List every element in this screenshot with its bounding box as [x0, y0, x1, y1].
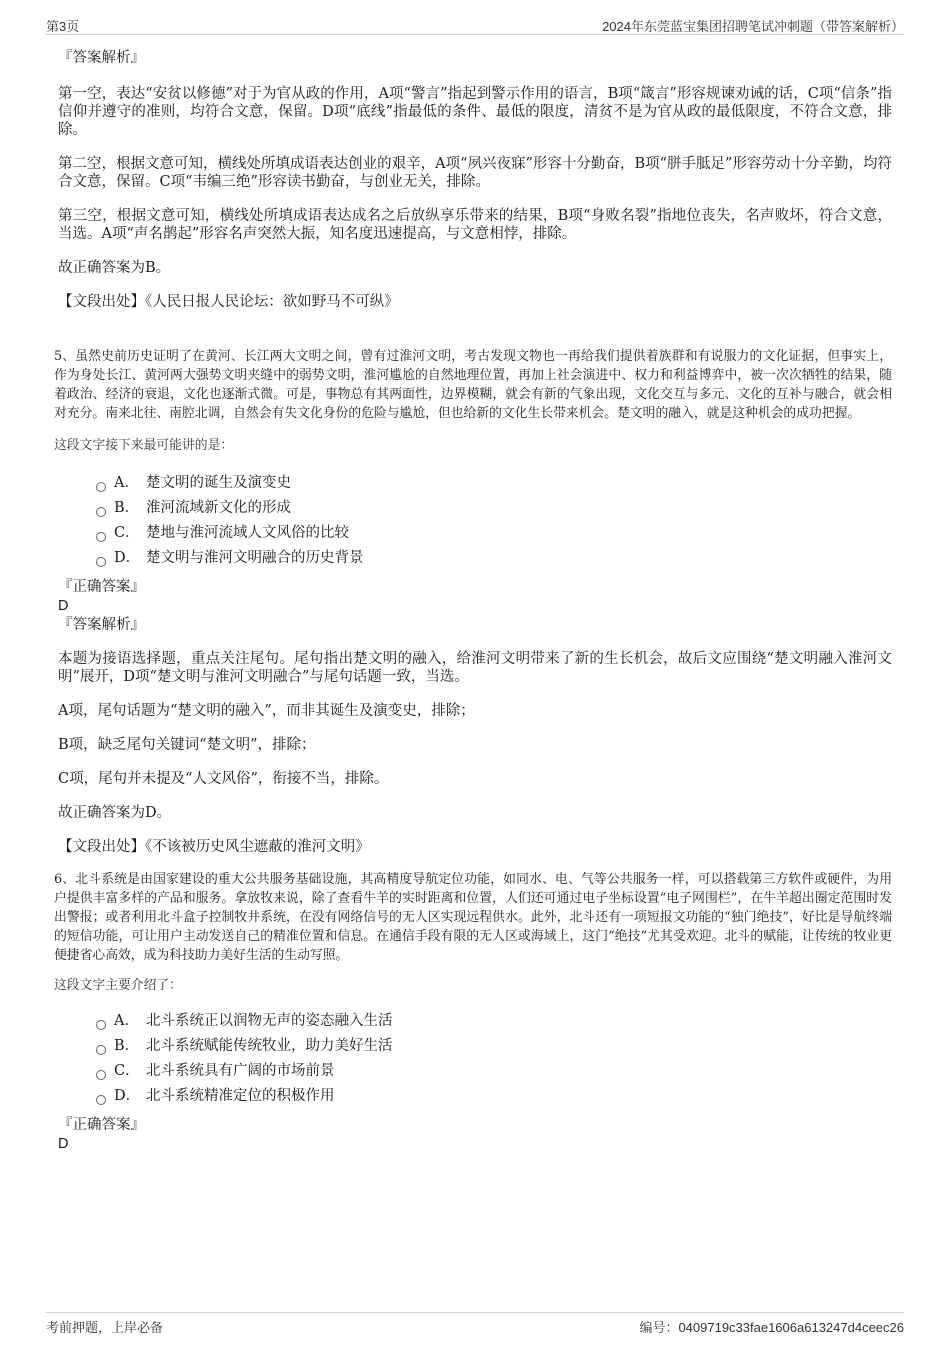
- question-6-text: 6、北斗系统是由国家建设的重大公共服务基础设施，其高精度导航定位功能，如同水、电、气等公共服务一样，可以搭载第三方软件或硬件，为用户提供丰富多样的产品和服务。拿放牧来说，除了查看牛羊的实时距离和位置，人们还可通过电子坐标设置“电子网围栏”，在牛羊超出圈定范围时发出警报；或者利用北斗盒子控制牧井系统，在没有网络信号的无人区实现远程供水。此外，北斗还有一项短报文功能的“独门绝技”，好比是导航终端的短信功能，可让用户主动发送自己的精准位置和信息。在通信手段有限的无人区或海域上，这门“绝技”尤其受欢迎。北斗的赋能，让传统的牧业更便捷省心高效，成为科技助力美好生活的生动写照。: [54, 872, 892, 963]
- option-b[interactable]: [58, 1034, 892, 1059]
- document-title: 2024年东莞蓝宝集团招聘笔试冲刺题（带答案解析）: [602, 19, 904, 34]
- option-c[interactable]: [58, 1059, 892, 1084]
- question-6-options: [58, 1009, 892, 1109]
- radio-circle-icon[interactable]: [96, 507, 106, 517]
- option-d[interactable]: [58, 1084, 892, 1109]
- option-d[interactable]: [58, 546, 892, 571]
- radio-circle-icon[interactable]: [96, 482, 106, 492]
- question-5-options: [58, 471, 892, 571]
- option-a[interactable]: [58, 1009, 892, 1034]
- option-text: 楚文明的诞生及演变史: [146, 475, 291, 491]
- question-6-prompt: 这段文字主要介绍了：: [54, 978, 182, 993]
- option-text: 楚地与淮河流域人文风俗的比较: [146, 525, 349, 541]
- source-citation: 【文段出处】《不该被历史风尘遮蔽的淮河文明》: [58, 839, 370, 855]
- question-5-text: 5、虽然史前历史证明了在黄河、长江两大文明之间，曾有过淮河文明，考古发现文物也一再给我们提供着族群和有说服力的文化证据，但事实上，作为身处长江、黄河两大强势文明夹缝中的弱势文明，淮河尴尬的自然地理位置，再加上社会演进中、权力和利益博弈中，被一次次牺牲的结果，随着政治、经济的衰退，文化也逐渐式微。可是，事物总有其两面性，边界模糊，就会有新的气象出现，文化交互与多元、文化的互补与融合，就会相对充分。南来北往、南腔北调，自然会有失文化身份的危险与尴尬，但也给新的文化生长带来机会。楚文明的融入，就是这种机会的成功把握。: [54, 349, 892, 421]
- option-letter: A．: [114, 475, 139, 491]
- option-letter: B．: [114, 1038, 140, 1054]
- page-footer: [46, 1312, 904, 1335]
- page-header: [46, 14, 904, 35]
- answer-conclusion: 故正确答案为B。: [58, 260, 171, 276]
- option-text: 北斗系统赋能传统牧业，助力美好生活: [146, 1038, 393, 1054]
- radio-circle-icon[interactable]: [96, 532, 106, 542]
- document-code: 编号：0409719c33fae1606a613247d4ceec26: [639, 1320, 904, 1335]
- footer-slogan: 考前押题，上岸必备: [46, 1320, 164, 1335]
- analysis-paragraph: C项，尾句并未提及“人文风俗”，衔接不当，排除。: [58, 771, 389, 787]
- option-a[interactable]: [58, 471, 892, 496]
- radio-circle-icon[interactable]: [96, 1020, 106, 1030]
- option-text: 北斗系统正以润物无声的姿态融入生活: [146, 1013, 393, 1029]
- correct-answer-heading: 『正确答案』: [58, 1117, 145, 1133]
- option-text: 楚文明与淮河文明融合的历史背景: [146, 550, 364, 566]
- option-letter: C．: [114, 1063, 140, 1079]
- radio-circle-icon[interactable]: [96, 557, 106, 567]
- analysis-paragraph: 本题为接语选择题，重点关注尾句。尾句指出楚文明的融入，给淮河文明带来了新的生长机会，故后文应围绕“楚文明融入淮河文明”展开，D项“楚文明与淮河文明融合”与尾句话题一致，当选。: [58, 651, 892, 685]
- source-citation: 【文段出处】《人民日报人民论坛：欲如野马不可纵》: [58, 294, 399, 310]
- analysis-paragraph: 第三空，根据文意可知，横线处所填成语表达成名之后放纵享乐带来的结果，B项“身败名裂”指地位丧失，名声败坏，符合文意，当选。A项“声名鹊起”形容名声突然大振，知名度迅速提高，与文意相悖，排除。: [58, 208, 892, 242]
- option-text: 北斗系统精准定位的积极作用: [146, 1088, 335, 1104]
- correct-answer: D: [58, 1136, 69, 1152]
- page-number: 第3页: [46, 19, 80, 34]
- option-text: 淮河流域新文化的形成: [146, 500, 291, 516]
- option-letter: B．: [114, 500, 140, 516]
- analysis-paragraph: 第二空，根据文意可知，横线处所填成语表达创业的艰辛，A项“夙兴夜寐”形容十分勤奋，B项“胼手胝足”形容劳动十分辛勤，均符合文意，保留。C项“韦编三绝”形容读书勤奋，与创业无关，排除。: [58, 156, 892, 190]
- radio-circle-icon[interactable]: [96, 1095, 106, 1105]
- correct-answer: D: [58, 598, 69, 614]
- option-letter: D．: [114, 550, 141, 566]
- analysis-heading: 『答案解析』: [58, 50, 145, 66]
- page-content: [54, 44, 892, 1153]
- correct-answer-heading: 『正确答案』: [58, 579, 145, 595]
- analysis-paragraph: B项，缺乏尾句关键词“楚文明”，排除；: [58, 737, 316, 753]
- analysis-paragraph: A项，尾句话题为“楚文明的融入”，而非其诞生及演变史，排除；: [58, 703, 475, 719]
- analysis-heading: 『答案解析』: [58, 617, 145, 633]
- answer-conclusion: 故正确答案为D。: [58, 805, 172, 821]
- option-text: 北斗系统具有广阔的市场前景: [146, 1063, 335, 1079]
- radio-circle-icon[interactable]: [96, 1070, 106, 1080]
- option-letter: A．: [114, 1013, 139, 1029]
- option-letter: D．: [114, 1088, 141, 1104]
- question-5-prompt: 这段文字接下来最可能讲的是：: [54, 438, 234, 453]
- option-b[interactable]: [58, 496, 892, 521]
- radio-circle-icon[interactable]: [96, 1045, 106, 1055]
- option-c[interactable]: [58, 521, 892, 546]
- analysis-paragraph: 第一空，表达“安贫以修德”对于为官从政的作用，A项“警言”指起到警示作用的语言，B项“箴言”形容规谏劝诫的话，C项“信条”指信仰并遵守的准则，均符合文意，保留。D项“底线”指最低的条件、最低的限度，清贫不是为官从政的最低限度，不符合文意，排除。: [58, 86, 892, 138]
- option-letter: C．: [114, 525, 140, 541]
